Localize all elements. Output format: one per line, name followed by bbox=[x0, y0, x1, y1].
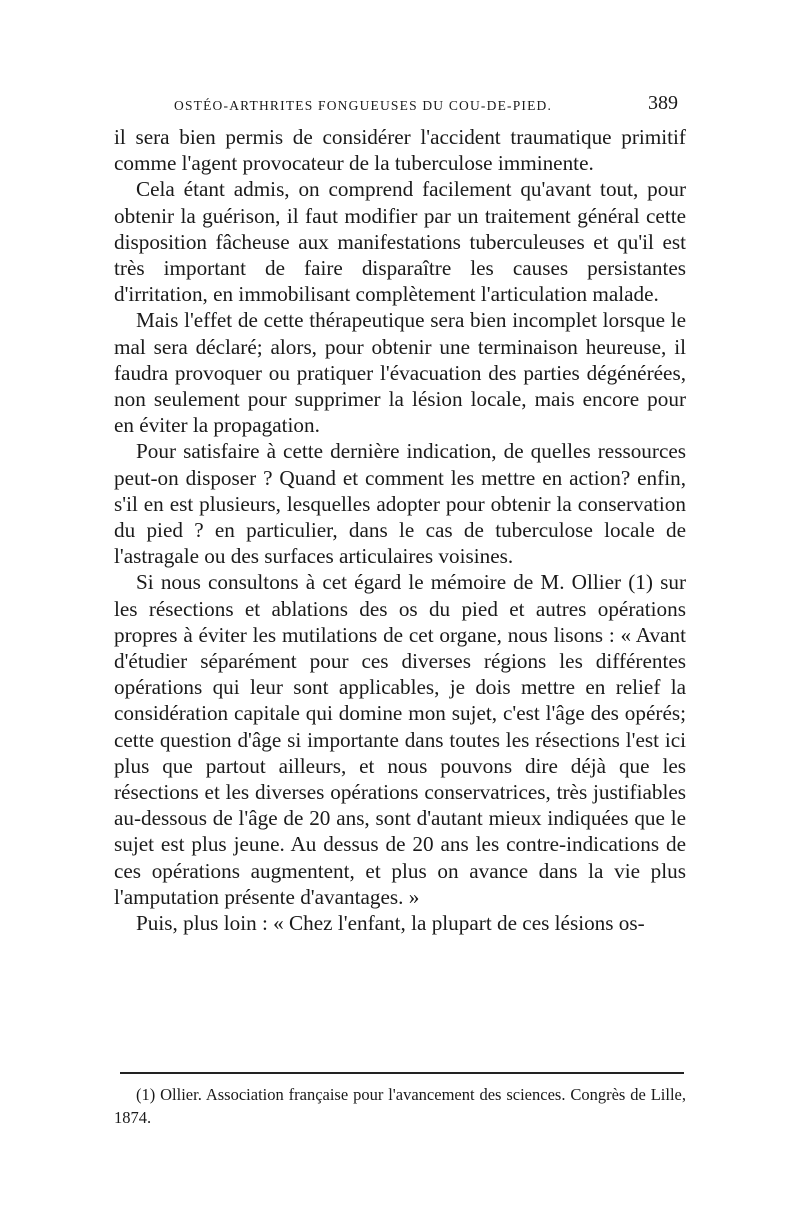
page-header bbox=[114, 92, 686, 122]
paragraph: Si nous consultons à cet égard le mémoire de M. Ollier (1) sur les résections et ablations des os du pied et autres opérations propres à éviter les mutilations de cet organe, nous lisons : « Avant d'étudier séparément pour ces diverses régions les différentes opérations qui leur sont applicables, je dois mettre en relief la considération capitale qui domine mon sujet, c'est l'âge des opérés; cette question d'âge si importante dans toutes les résections l'est ici plus que partout ailleurs, et nous pouvons dire déjà que les résections et les diverses opérations conservatrices, très justifiables au-dessous de l'âge de 20 ans, sont d'autant mieux indiquées que le sujet est plus jeune. Au dessus de 20 ans les contre-indications de ces opérations augmentent, et plus on avance dans la vie plus l'amputation présente d'avantages. » bbox=[114, 570, 686, 909]
footnote-divider bbox=[120, 1072, 684, 1074]
paragraph: il sera bien permis de considérer l'accident traumatique primitif comme l'agent provocateur de la tuberculose imminente. bbox=[114, 125, 686, 176]
paragraph: Pour satisfaire à cette dernière indication, de quelles ressources peut-on disposer ? Quand et comment les mettre en action? enfin, s'il en est plusieurs, lesquelles adopter pour obtenir la conservation du pied ? en particulier, dans le cas de tuberculose locale de l'astragale ou des surfaces articulaires voisines. bbox=[114, 439, 686, 569]
running-title: OSTÉO-ARTHRITES FONGUEUSES DU COU-DE-PIED. bbox=[174, 98, 553, 113]
paragraph: Mais l'effet de cette thérapeutique sera bien incomplet lorsque le mal sera déclaré; alors, pour obtenir une terminaison heureuse, il faudra provoquer ou pratiquer l'évacuation des parties dégénérées, non seulement pour supprimer la lésion locale, mais encore pour en éviter la propagation. bbox=[114, 308, 686, 438]
book-page bbox=[114, 92, 686, 936]
footnote: (1) Ollier. Association française pour l'avancement des sciences. Congrès de Lille, 1874. bbox=[114, 1085, 686, 1127]
page-number: 389 bbox=[648, 92, 678, 114]
paragraph: Cela étant admis, on comprend facilement qu'avant tout, pour obtenir la guérison, il faut modifier par un traitement général cette disposition fâcheuse aux manifestations tuberculeuses et qu'il est très important de faire disparaître les causes persistantes d'irritation, en immobilisant complètement l'articulation malade. bbox=[114, 177, 686, 307]
paragraph: Puis, plus loin : « Chez l'enfant, la plupart de ces lésions os- bbox=[136, 911, 645, 936]
body-text bbox=[114, 124, 686, 936]
